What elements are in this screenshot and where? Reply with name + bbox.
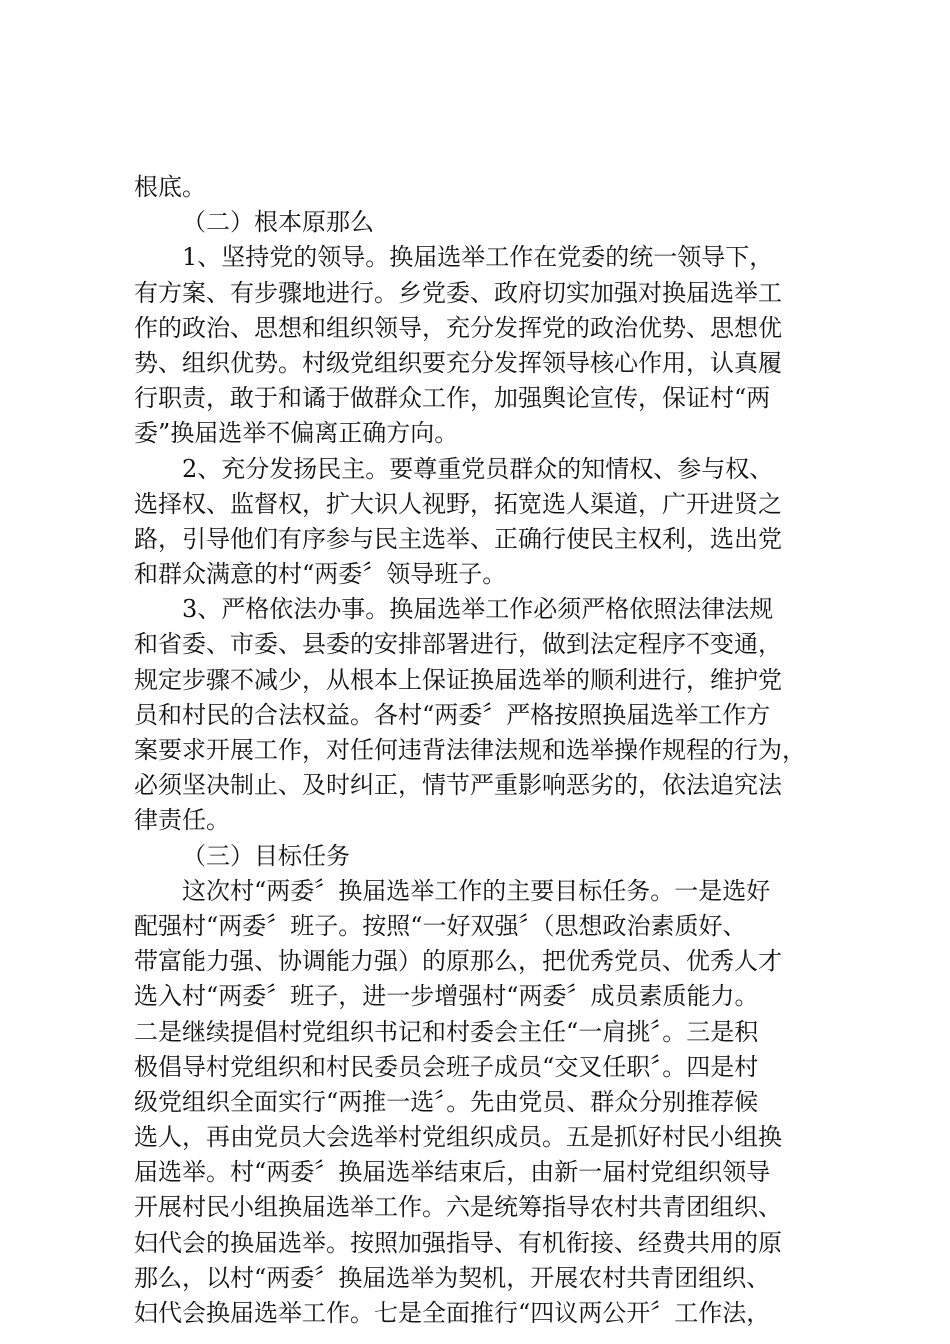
text-line: 必须坚决制止、及时纠正，情节严重影响恶劣的，依法追究法 xyxy=(134,771,782,800)
text-line: 和群众满意的村“两委〞领导班子。 xyxy=(134,560,507,589)
text-line: 案要求开展工作，对任何违背法律法规和选举操作规程的行为， xyxy=(134,736,806,764)
text-line: 妇代会换届选举工作。七是全面推行“四议两公开〞工作法， xyxy=(134,1299,771,1327)
paragraph-first-line: （三）目标任务 xyxy=(182,841,350,870)
text-line: 选入村“两委〞班子，进一步增强村“两委〞成员素质能力。 xyxy=(134,982,759,1011)
text-line: 和省委、市委、县委的安排部署进行，做到法定程序不变通， xyxy=(134,630,782,659)
text-line: 开展村民小组换届选举工作。六是统筹指导农村共青团组织、 xyxy=(134,1193,782,1222)
text-line: 路，引导他们有序参与民主选举、正确行使民主权利，选出党 xyxy=(134,524,782,553)
text-line: 委”换届选举不偏离正确方向。 xyxy=(134,419,459,448)
text-line: 规定步骤不减少，从根本上保证换届选举的顺利进行，维护党 xyxy=(134,665,782,694)
text-line: 作的政治、思想和组织领导，充分发挥党的政治优势、思想优 xyxy=(134,313,782,342)
text-line: 行职责，敢于和谲于做群众工作，加强舆论宣传，保证村“两 xyxy=(134,384,771,413)
paragraph-first-line: 3、严格依法办事。换届选举工作必须严格依照法律法规 xyxy=(182,595,774,624)
text-line: 选择权、监督权，扩大识人视野，拓宽选人渠道，广开进贤之 xyxy=(134,489,782,518)
text-line: 届选举。村“两委〞换届选举结束后，由新一届村党组织领导 xyxy=(134,1158,771,1187)
paragraph-first-line: 这次村“两委〞换届选举工作的主要目标任务。一是选好 xyxy=(182,876,771,905)
text-line: 带富能力强、协调能力强）的原那么，把优秀党员、优秀人才 xyxy=(134,947,782,976)
text-line: 有方案、有步骤地进行。乡党委、政府切实加强对换届选举工 xyxy=(134,278,782,307)
text-line: 根底。 xyxy=(134,173,206,201)
text-line: 那么，以村“两委〞换届选举为契机，开展农村共青团组织、 xyxy=(134,1263,771,1292)
text-line: 员和村民的合法权益。各村“两委〞严格按照换届选举工作方 xyxy=(134,700,771,729)
paragraph-first-line: （二）根本原那么 xyxy=(182,208,374,237)
text-line: 势、组织优势。村级党组织要充分发挥领导核心作用，认真履 xyxy=(134,348,782,377)
text-line: 选人，再由党员大会选举村党组织成员。五是抓好村民小组换 xyxy=(134,1123,782,1152)
paragraph-first-line: 1、坚持党的领导。换届选举工作在党委的统一领导下， xyxy=(182,243,774,272)
text-line: 配强村“两委〞班子。按照“一好双强〞（思想政治素质好、 xyxy=(134,911,747,940)
paragraph-first-line: 2、充分发扬民主。要尊重党员群众的知情权、参与权、 xyxy=(182,454,774,483)
text-line: 律责任。 xyxy=(134,806,230,835)
text-line: 极倡导村党组织和村民委员会班子成员“交叉任职〞。四是村 xyxy=(134,1052,759,1081)
text-line: 二是继续提倡村党组织书记和村委会主任“一肩挑〞。三是积 xyxy=(134,1017,759,1046)
text-line: 级党组织全面实行“两推一选〞。先由党员、群众分别推荐候 xyxy=(134,1087,759,1116)
text-line: 妇代会的换届选举。按照加强指导、有机衔接、经费共用的原 xyxy=(134,1228,782,1257)
document-page xyxy=(134,170,834,1331)
